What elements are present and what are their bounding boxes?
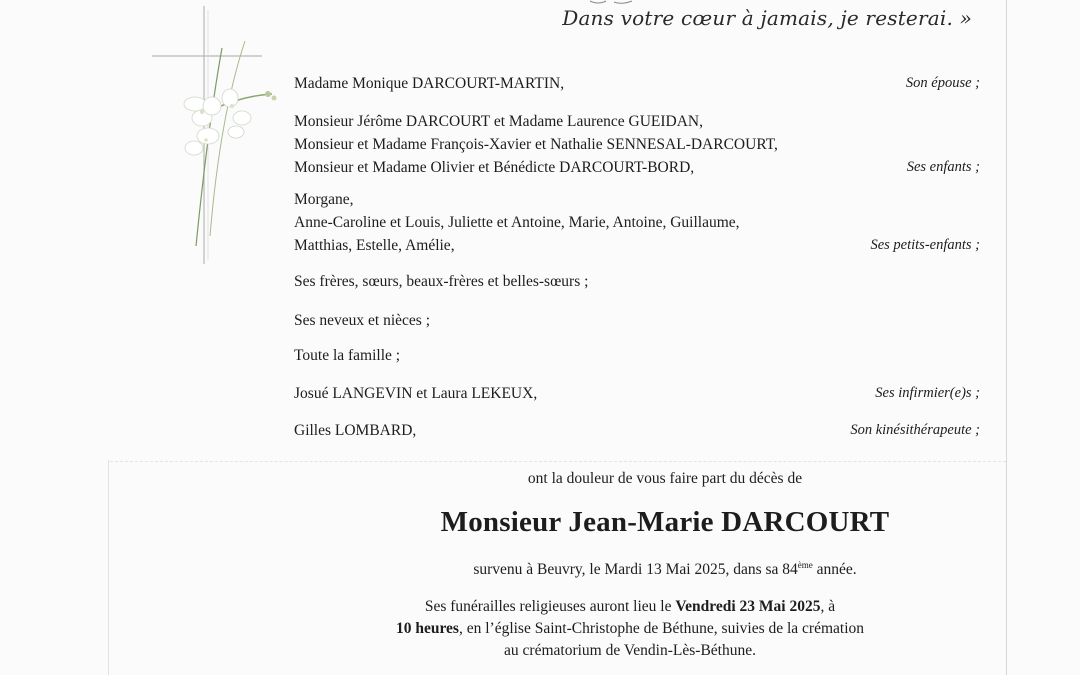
family-names: Monsieur et Madame François-Xavier et Nathalie SENNESAL-DARCOURT,: [294, 136, 778, 153]
family-entry-family: [294, 344, 984, 367]
family-entry-grandchildren: [294, 188, 984, 257]
deceased-name: Monsieur Jean-Marie DARCOURT: [440, 506, 890, 538]
family-entry-nurses: [294, 382, 984, 405]
family-names: Gilles LOMBARD,: [294, 422, 417, 439]
family-names: Monsieur et Madame Olivier et Bénédicte DARCOURT-BORD,: [294, 159, 695, 176]
family-names: Madame Monique DARCOURT-MARTIN,: [294, 75, 565, 92]
announcement-intro: ont la douleur de vous faire part du décès de: [527, 470, 803, 487]
family-names: Ses neveux et nièces ;: [294, 312, 431, 329]
funeral-time: 10 heures: [395, 620, 459, 637]
family-names: Morgane,: [294, 191, 354, 208]
family-names: Toute la famille ;: [294, 347, 401, 364]
fold-line: [110, 461, 1006, 462]
family-relation: Ses infirmier(e)s ;: [875, 385, 980, 401]
ordinal-suffix: ème: [797, 560, 813, 570]
family-names: Ses frères, sœurs, beaux-frères et belles-sœurs ;: [294, 273, 589, 290]
family-entry-spouse: [294, 72, 984, 95]
funeral-text: Ses funérailles religieuses auront lieu le: [424, 598, 676, 615]
death-text: survenu à Beuvry, le Mardi 13 Mai 2025, dans sa 84: [473, 561, 798, 578]
family-names: Josué LANGEVIN et Laura LEKEUX,: [294, 385, 538, 402]
funeral-text: , en l’église Saint-Christophe de Béthune, suivies de la crémation: [458, 620, 865, 637]
death-text-end: année.: [812, 561, 857, 578]
family-entry-physio: [294, 419, 984, 442]
funeral-date: Vendredi 23 Mai 2025: [675, 598, 821, 615]
death-date-line: [250, 560, 1080, 579]
funeral-line-1: [310, 596, 950, 618]
family-relation: Son épouse ;: [905, 75, 980, 91]
family-names: Matthias, Estelle, Amélie,: [294, 237, 455, 254]
cross-orchid-illustration: [150, 6, 290, 266]
family-entry-nephews: [294, 309, 984, 332]
motto: Dans votre cœur à jamais, je resterai. »: [562, 6, 972, 30]
funeral-text: , à: [820, 598, 836, 615]
family-entry-children: [294, 110, 984, 179]
funeral-line-3: au crématorium de Vendin-Lès-Béthune.: [504, 642, 756, 659]
funeral-details: [310, 596, 950, 662]
family-relation: Son kinésithérapeute ;: [850, 422, 980, 438]
family-entry-siblings: [294, 270, 984, 293]
family-names: Anne-Caroline et Louis, Juliette et Antoine, Marie, Antoine, Guillaume,: [294, 214, 740, 231]
card-edge: [108, 460, 109, 675]
family-names: Monsieur Jérôme DARCOURT et Madame Laurence GUEIDAN,: [294, 113, 704, 130]
family-relation: Ses enfants ;: [906, 159, 980, 175]
family-relation: Ses petits-enfants ;: [870, 237, 980, 253]
funeral-line-2: [310, 618, 950, 640]
